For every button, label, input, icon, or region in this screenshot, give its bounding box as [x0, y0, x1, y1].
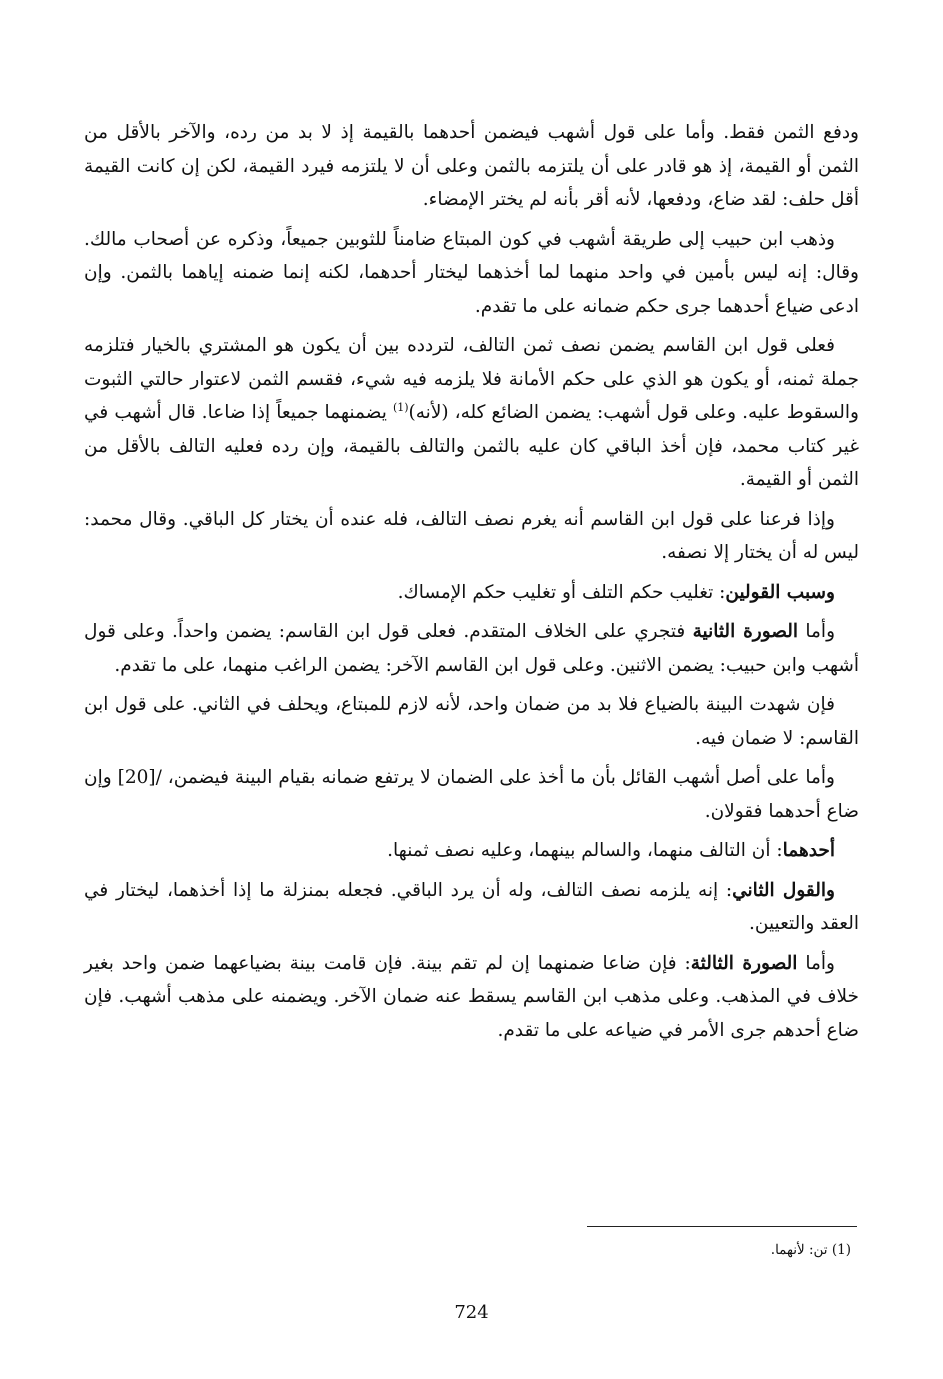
footnote-marker: (1) [831, 1242, 851, 1258]
paragraph-9-text: : أن التالف منهما، والسالم بينهما، وعليه نصف ثمنها. [387, 840, 783, 861]
footnote [771, 1240, 851, 1260]
paragraph-9 [84, 834, 859, 868]
paragraph-5-heading: وسبب القولين [725, 581, 835, 603]
paragraph-4 [84, 503, 859, 570]
paragraph-1 [84, 116, 859, 217]
paragraph-8-text: وأما على أصل أشهب القائل بأن ما أخذ على الضمان لا يرتفع ضمانه بقيام البينة فيضمن، /[20] وإن ضاع أحدهما فقولان. [84, 767, 859, 822]
paragraph-8 [84, 761, 859, 828]
paragraph-11-heading: الصورة الثالثة [690, 952, 798, 974]
paragraph-2 [84, 223, 859, 324]
paragraph-5 [84, 576, 859, 610]
paragraph-10-heading: والقول الثاني [732, 879, 835, 901]
footnote-reference[interactable]: (1) [392, 400, 409, 414]
paragraph-6 [84, 615, 859, 682]
page-number: 724 [454, 1302, 489, 1323]
paragraph-6-lead: وأما [798, 621, 835, 642]
paragraph-1-text: ودفع الثمن فقط. وأما على قول أشهب فيضمن أحدهما بالقيمة إذ لا بد من رده، والآخر بالأقل من الثمن أو القيمة، إذ هو قادر على أن يلتزمه بالثمن وعلى أن لا يلتزمه فيرد القيمة، لكن إن كانت القيمة أقل حلف: لقد ضاع، ودفعها، لأنه أقر بأنه لم يختر الإمضاء. [84, 122, 859, 210]
paragraph-4-text: وإذا فرعنا على قول ابن القاسم أنه يغرم نصف التالف، فله عنده أن يختار كل الباقي. وقال محمد: ليس له أن يختار إلا نصفه. [84, 508, 859, 563]
paragraph-5-text: : تغليب حكم التلف أو تغليب حكم الإمساك. [397, 581, 726, 603]
paragraph-3 [84, 329, 859, 497]
footnote-text: تن: لأنهما. [770, 1242, 828, 1258]
paragraph-7 [84, 688, 859, 755]
paragraph-6-text: فتجري على الخلاف المتقدم. فعلى قول ابن القاسم: يضمن واحداً. وعلى قول أشهب وابن حبيب: يضمن الاثنين. وعلى قول ابن القاسم الآخر: يضمن الراغب منهما، على ما تقدم. [84, 621, 859, 676]
paragraph-3-text-b: يضمنهما جميعاً إذا ضاعا. قال أشهب في غير كتاب محمد، فإن أخذ الباقي كان عليه بالثمن والتالف بالقيمة، وإن رده فعليه التالف بالأقل من الثمن أو القيمة. [84, 402, 859, 490]
paragraph-7-text: فإن شهدت البينة بالضياع فلا بد من ضمان واحد، لأنه لازم للمبتاع، ويحلف في الثاني. على قول ابن القاسم: لا ضمان فيه. [84, 694, 859, 749]
paragraph-11-text: : فإن ضاعا ضمنهما إن لم تقم بينة. فإن قامت بينة بضياعهما ضمن واحد بغير خلاف في المذهب. وعلى مذهب ابن القاسم يسقط عنه ضمان الآخر. ويضمنه على مذهب أشهب. فإن ضاع أحدهم جرى الأمر في ضياعه على ما تقدم. [84, 952, 859, 1041]
paragraph-6-heading: الصورة الثانية [692, 621, 799, 642]
paragraph-10 [84, 874, 859, 941]
paragraph-11 [84, 947, 859, 1048]
paragraph-3-text-a: فعلى قول ابن القاسم يضمن نصف ثمن التالف، لتردده بين أن يكون هو المشتري بالخيار فتلزمه جملة ثمنه، أو يكون هو الذي على حكم الأمانة فلا يلزمه فيه شيء، فقسم الثمن لاعتوار حالتي الثبوت والسقوط عليه. وعلى قول أشهب: يضمن الضائع كله، (لأنه) [84, 335, 859, 423]
paragraph-10-text: : إنه يلزمه نصف التالف، وله أن يرد الباقي. فجعله بمنزلة ما إذا أخذهما، ليختار في العقد والتعيين. [84, 879, 859, 934]
main-text [84, 116, 859, 1047]
footnote-divider [587, 1226, 857, 1227]
paragraph-9-heading: أحدهما [782, 840, 835, 861]
paragraph-11-lead: وأما [797, 952, 835, 974]
paragraph-2-text: وذهب ابن حبيب إلى طريقة أشهب في كون المبتاع ضامناً للثوبين جميعاً، وذكره عن أصحاب مالك. وقال: إنه ليس بأمين في واحد منهما لما أخذهما ليختار أحدهما، لكنه إنما ضمنه إياهما بالثمن. وإن ادعى ضياع أحدهما جرى حكم ضمانه على ما تقدم. [84, 228, 859, 317]
